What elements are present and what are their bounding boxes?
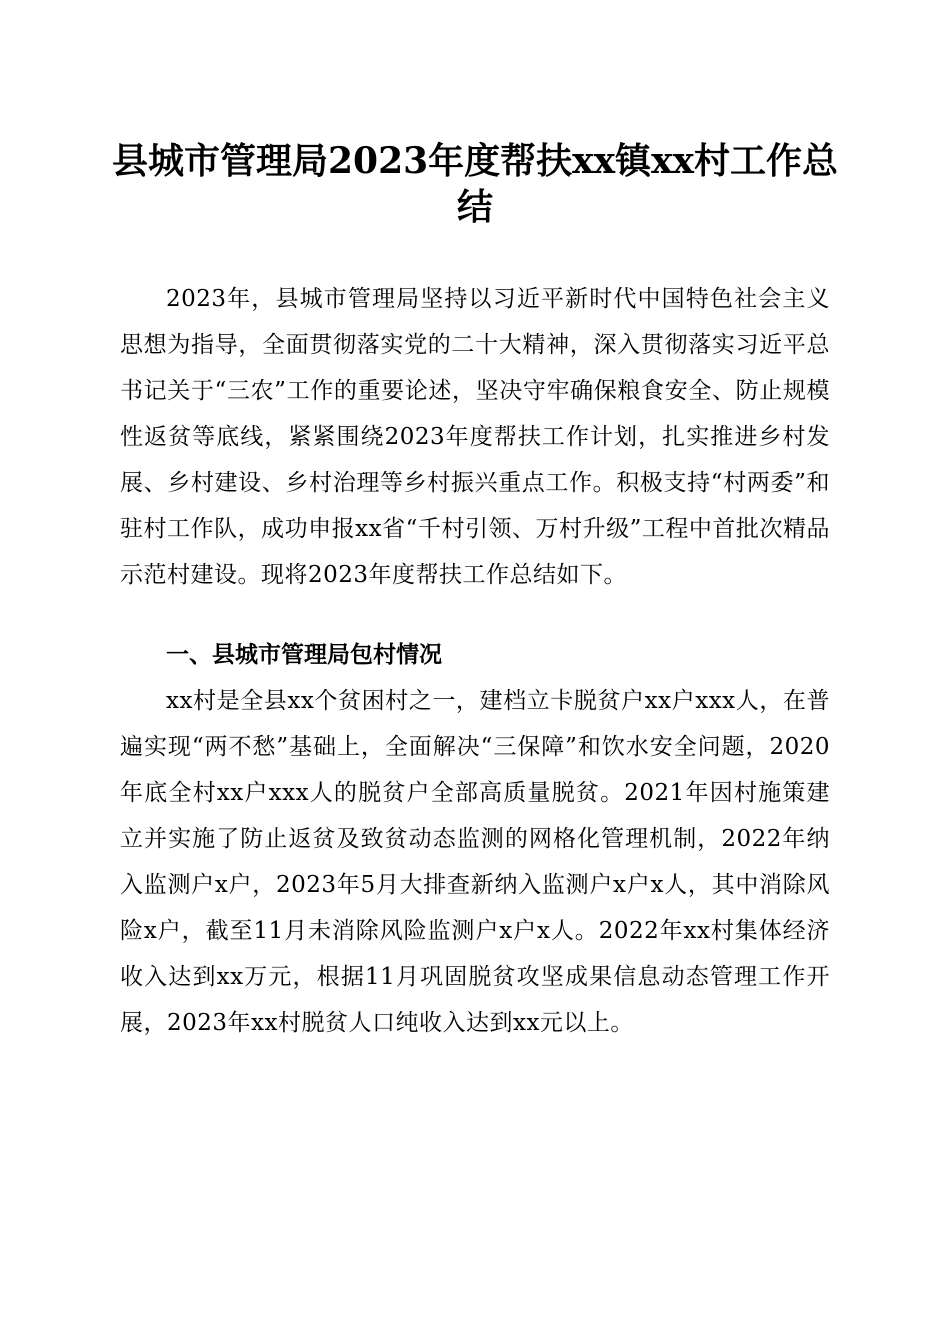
- section-1-heading: 一、县城市管理局包村情况: [166, 642, 442, 668]
- document-title: 县城市管理局2023年度帮扶xx镇xx村工作总结: [111, 140, 839, 228]
- intro-paragraph: 2023年，县城市管理局坚持以习近平新时代中国特色社会主义思想为指导，全面贯彻落实党的二十大精神，深入贯彻落实习近平总书记关于“三农”工作的重要论述，坚决守牢确保粮食安全、防止规模性返贫等底线，紧紧围绕2023年度帮扶工作计划，扎实推进乡村发展、乡村建设、乡村治理等乡村振兴重点工作。积极支持“村两委”和驻村工作队，成功申报xx省“千村引领、万村升级”工程中首批次精品示范村建设。现将2023年度帮扶工作总结如下。: [120, 286, 830, 588]
- section-1-paragraph: xx村是全县xx个贫困村之一，建档立卡脱贫户xx户xxx人，在普遍实现“两不愁”基础上，全面解决“三保障”和饮水安全问题，2020年底全村xx户xxx人的脱贫户全部高质量脱贫。2021年因村施策建立并实施了防止返贫及致贫动态监测的网格化管理机制，2022年纳入监测户x户，2023年5月大排查新纳入监测户x户x人，其中消除风险x户，截至11月未消除风险监测户x户x人。2022年xx村集体经济收入达到xx万元，根据11月巩固脱贫攻坚成果信息动态管理工作开展，2023年xx村脱贫人口纯收入达到xx元以上。: [120, 688, 830, 1036]
